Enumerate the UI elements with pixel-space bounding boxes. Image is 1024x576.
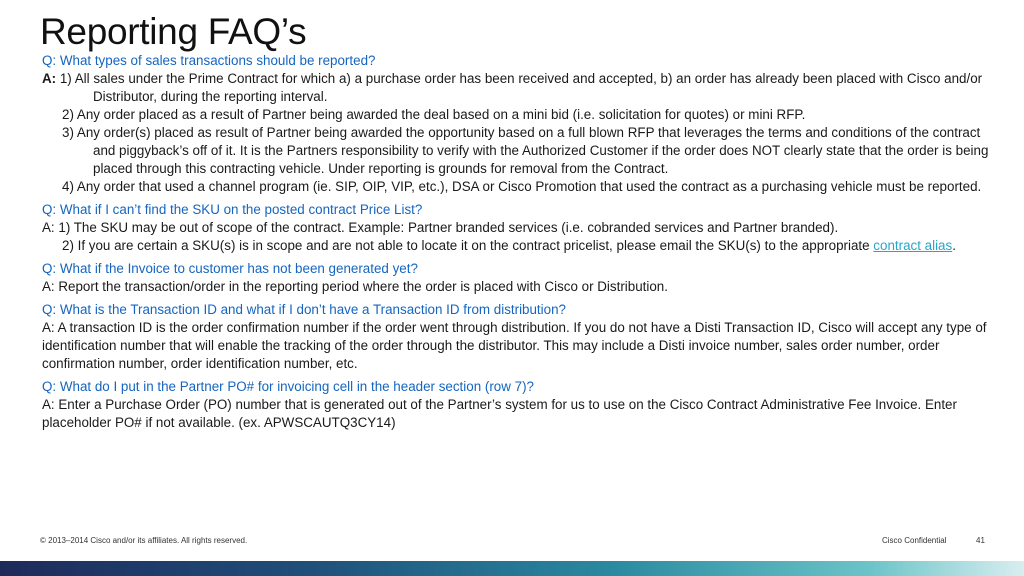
bottom-gradient-bar: [0, 561, 1024, 576]
confidential-label: Cisco Confidential: [882, 536, 947, 545]
faq-question-2: Q: What if I can’t find the SKU on the posted contract Price List?: [42, 202, 423, 217]
faq-answer-1-item-2: 2) Any order placed as a result of Partner being awarded the deal based on a mini bid (i.e. solicitation for quotes) or mini RFP.: [62, 107, 806, 122]
answer-end: .: [952, 238, 956, 253]
faq-answer-2-item-2: [42, 237, 992, 255]
faq-question-5: Q: What do I put in the Partner PO# for invoicing cell in the header section (row 7)?: [42, 379, 534, 394]
page-number: 41: [976, 536, 985, 545]
faq-question-3: Q: What if the Invoice to customer has not been generated yet?: [42, 261, 418, 276]
faq-answer-5: A: Enter a Purchase Order (PO) number that is generated out of the Partner’s system for us to use on the Cisco Contract Administrative Fee Invoice. Enter placeholder PO# if not available. (ex. APWSCAUTQ3CY14): [42, 397, 957, 430]
answer-text: 2) If you are certain a SKU(s) is in scope and are not able to locate it on the contract pricelist, please email the SKU(s) to the appropriate: [62, 238, 874, 253]
faq-question-1: Q: What types of sales transactions should be reported?: [42, 53, 376, 68]
faq-question-4: Q: What is the Transaction ID and what if I don’t have a Transaction ID from distribution?: [42, 302, 566, 317]
answer-tag: A:: [42, 71, 57, 86]
page-title: Reporting FAQ’s: [40, 11, 307, 52]
faq-answer-1-item-3: 3) Any order(s) placed as result of Partner being awarded the opportunity based on a full blown RFP that leverages the terms and conditions of the contract and piggyback’s off of it. It is the Partners responsibility to verify with the Authorized Customer if the order does NOT clearly state that the order is being placed through this contracting vehicle. Under reporting is grounds for removal from the Contract.: [62, 125, 989, 176]
faq-answer-1-item-4: 4) Any order that used a channel program (ie. SIP, OIP, VIP, etc.), DSA or Cisco Promotion that used the contract as a purchasing vehicle must be reported.: [62, 179, 982, 194]
copyright-notice: © 2013–2014 Cisco and/or its affiliates. All rights reserved.: [40, 536, 248, 545]
contract-alias-link[interactable]: contract alias: [873, 238, 953, 253]
faq-answer-4: A: A transaction ID is the order confirmation number if the order went through distribution. If you do not have a Disti Transaction ID, Cisco will accept any type of identification number that will enable the tracking of the order through the distributor. This may include a Disti invoice number, sales order number, order confirmation number, order identification number, etc.: [42, 320, 987, 371]
answer-text: 1) All sales under the Prime Contract for which a) a purchase order has been received and accepted, b) an order has already been placed with Cisco and/or Distributor, during the reporting interval.: [56, 71, 983, 104]
faq-answer-2-item-1: A: 1) The SKU may be out of scope of the contract. Example: Partner branded services (i.e. cobranded services and Partner branded).: [42, 220, 839, 235]
faq-content: [42, 52, 992, 432]
faq-answer-1-item-1: [42, 70, 992, 106]
faq-answer-3: A: Report the transaction/order in the reporting period where the order is placed with Cisco or Distribution.: [42, 279, 668, 294]
